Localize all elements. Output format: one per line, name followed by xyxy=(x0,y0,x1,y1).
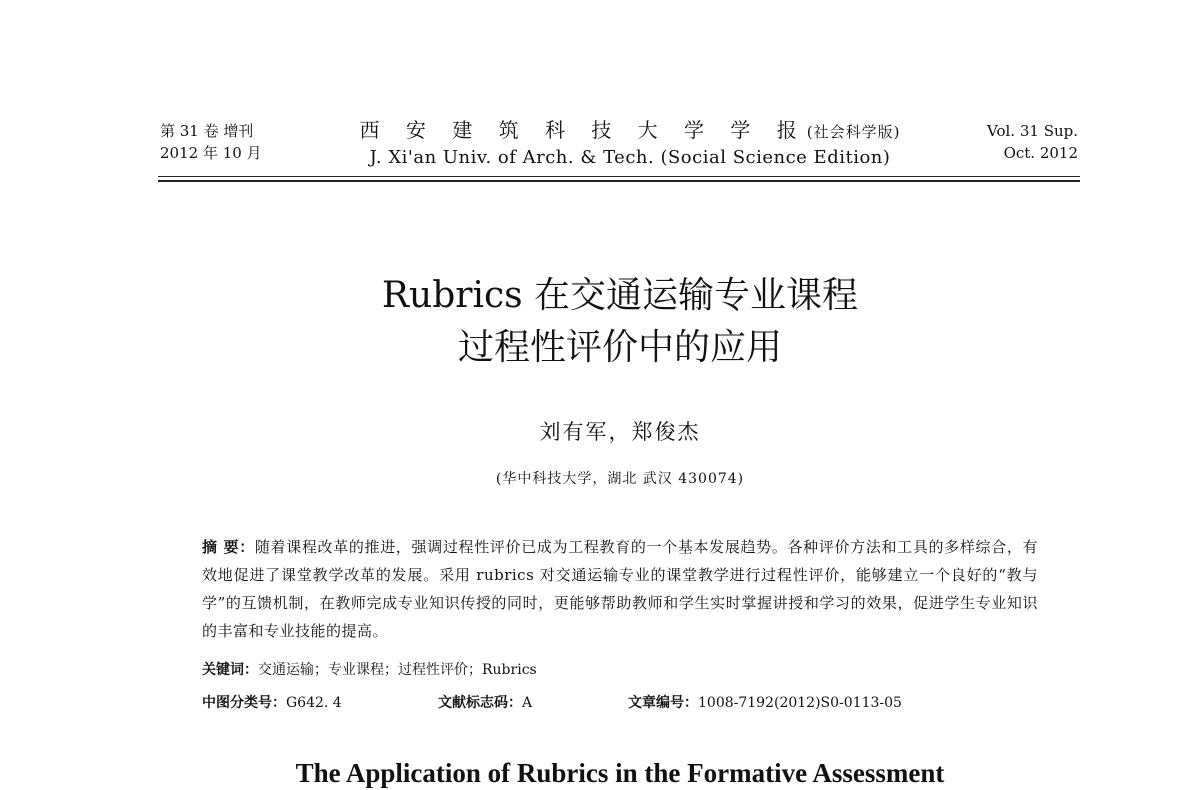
affiliation: (华中科技大学，湖北 武汉 430074) xyxy=(495,471,745,487)
header-volume-en-block xyxy=(960,120,1078,164)
authors: 刘有军，郑俊杰 xyxy=(539,420,701,444)
date-en: Oct. 2012 xyxy=(1003,144,1078,162)
journal-title-cn xyxy=(300,114,960,143)
keywords-text: 交通运输；专业课程；过程性评价；Rubrics xyxy=(258,662,537,678)
clc-value: G642. 4 xyxy=(286,695,342,711)
abstract xyxy=(202,533,1038,645)
header-rule-thin xyxy=(158,176,1080,177)
article-no-group xyxy=(628,692,902,712)
english-title: The Application of Rubrics in the Formative Assessment xyxy=(295,758,945,788)
volume-en: Vol. 31 Sup. xyxy=(987,122,1078,140)
volume-cn: 第 31 卷 增刊 xyxy=(160,122,254,140)
journal-edition-cn: (社会科学版) xyxy=(806,123,901,141)
doc-code-value: A xyxy=(522,695,533,711)
doc-code-label: 文献标志码： xyxy=(438,695,522,711)
paper-title xyxy=(200,270,1040,374)
header-volume-block xyxy=(160,120,262,164)
journal-title-block xyxy=(300,114,960,168)
doc-code-group xyxy=(438,692,532,712)
paper-title-line2: 过程性评价中的应用 xyxy=(457,327,782,368)
paper-title-line1: Rubrics 在交通运输专业课程 xyxy=(381,275,859,316)
abstract-text: 随着课程改革的推进，强调过程性评价已成为工程教育的一个基本发展趋势。各种评价方法和工具的多样综合，有效地促进了课堂教学改革的发展。采用 rubrics 对交通运输专业的课堂教学进行过程性评价，能够建立一个良好的“教与学”的互馈机制，在教师完成专业知识传授的同时，更能够帮助教师和学生实时掌握讲授和学习的效果，促进学生专业知识的丰富和专业技能的提高。 xyxy=(202,538,1038,640)
date-cn: 2012 年 10 月 xyxy=(160,144,262,162)
header-rule-thick xyxy=(158,180,1080,182)
keywords xyxy=(202,659,1038,679)
keywords-label: 关键词： xyxy=(202,662,258,678)
article-no-label: 文章编号： xyxy=(628,695,698,711)
journal-name-cn: 西 安 建 筑 科 技 大 学 学 报 xyxy=(359,118,807,142)
article-no-value: 1008-7192(2012)S0-0113-05 xyxy=(698,695,902,711)
journal-title-en: J. Xi'an Univ. of Arch. & Tech. (Social Science Edition) xyxy=(369,147,891,168)
clc-group xyxy=(202,692,342,712)
clc-label: 中图分类号： xyxy=(202,695,286,711)
abstract-label: 摘 要： xyxy=(202,538,255,556)
